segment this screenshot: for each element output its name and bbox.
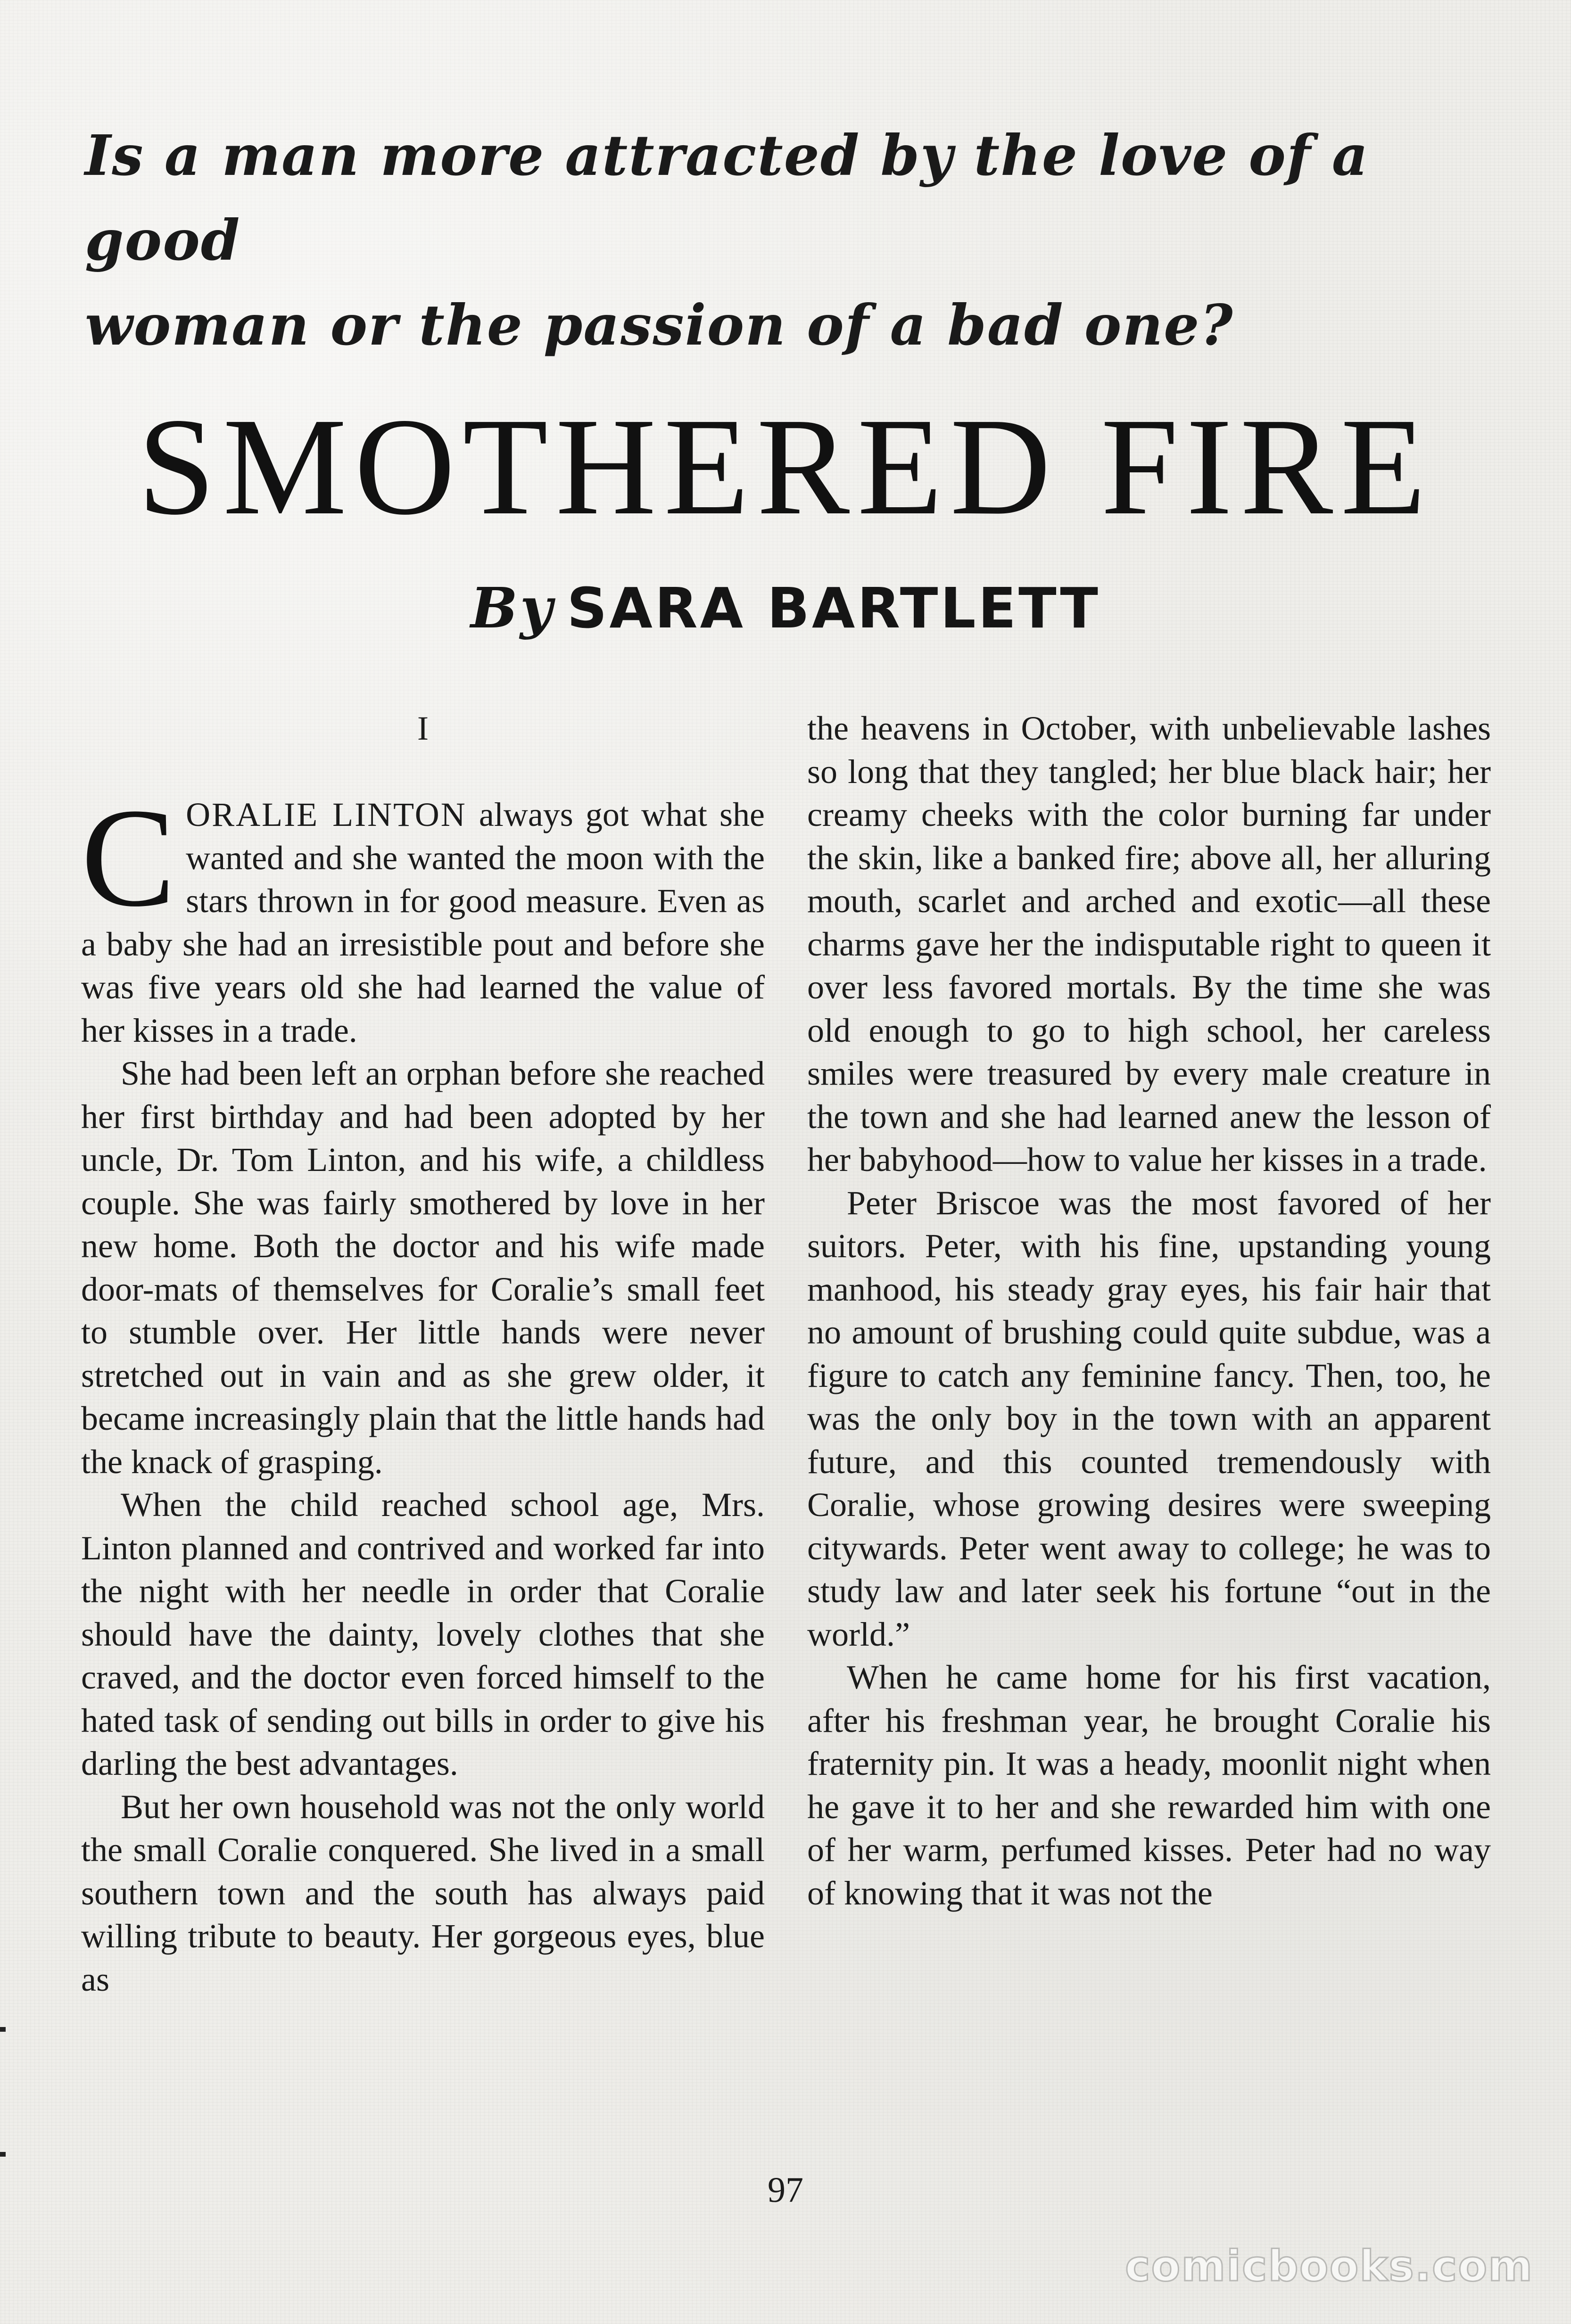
paragraph: She had been left an orphan before she reached her first birthday and had been adopted by her uncle, Dr. Tom Linton, and his wife, a childless couple. She was fairly smothered by love in her new home. Both the doctor and his wife made door-mats of themselves for Coralie’s small feet to stumble over. Her little hands were never stretched out in vain and as she grew older, it became increasingly plain that the little hands had the knack of grasping.: [81, 1055, 765, 1481]
paragraph: But her own household was not the only world the small Coralie conquered. She lived in a small southern town and the south has always paid willing tribute to beauty. Her gorgeous eyes, blue as: [81, 1788, 765, 1998]
drop-cap: C: [81, 779, 176, 936]
author-name: SARA BARTLETT: [567, 576, 1100, 641]
teaser-line-2: woman or the passion of a bad one?: [85, 292, 1234, 358]
page-number: 97: [768, 2170, 803, 2210]
edge-mark: [0, 2152, 6, 2157]
paragraph: Peter Briscoe was the most favored of her suitors. Peter, with his fine, upstanding young manhood, his steady gray eyes, his fair hair that no amount of brushing could quite subdue, was a figure to catch any feminine fancy. Then, too, he was the only boy in the town with an apparent future, and this counted tremendously with Coralie, whose growing desires were sweeping citywards. Peter went away to college; he was to study law and later seek his fortune “out in the world.”: [807, 1184, 1491, 1653]
paragraph: the heavens in October, with unbelievable lashes so long that they tangled; her blue black hair; her creamy cheeks with the color burning far under the skin, like a banked fire; above all, her alluring mouth, scarlet and arched and exotic—all these charms gave her the indisputable right to queen it over less favored mortals. By the time she was old enough to go to high school, her careless smiles were treasured by every male creature in the town and she had learned anew the lesson of her babyhood—how to value her kisses in a trade.: [807, 709, 1491, 1178]
teaser-line-1: Is a man more attracted by the love of a good: [85, 123, 1369, 273]
paragraph: When he came home for his first vacation, after his freshman year, he brought Coralie his fraternity pin. It was a heady, moonlit night when he gave it to her and she rewarded him with one of her warm, perfumed kisses. Peter had no way of knowing that it was not the: [807, 1658, 1491, 1912]
paragraph-text: always got what she wanted and she wanted the moon with the stars thrown in for good measure. Even as a baby she had an irresistible pout and before she was five years old she had learned the value of her kisses in a trade.: [81, 796, 765, 1049]
left-column: [81, 707, 765, 2001]
watermark-text: comicbooks.com: [1125, 2242, 1533, 2291]
section-number: I: [417, 709, 429, 747]
byline: [0, 570, 1571, 646]
edge-mark: [0, 2027, 6, 2032]
opening-words: ORALIE LINTON: [186, 796, 467, 833]
paragraph: When the child reached school age, Mrs. Linton planned and contrived and worked far into the night with her needle in order that Coralie should have the dainty, lovely clothes that she craved, and the doctor even forced himself to the hated task of sending out bills in order to give his darling the best advantages.: [81, 1486, 765, 1782]
right-column: [807, 707, 1491, 1915]
teaser-question: [85, 113, 1452, 368]
byline-prefix: By: [471, 575, 555, 641]
paragraph: [81, 779, 765, 1052]
watermark-logo: [1104, 2234, 1538, 2296]
story-title: SMOTHERED FIRE: [137, 389, 1434, 544]
